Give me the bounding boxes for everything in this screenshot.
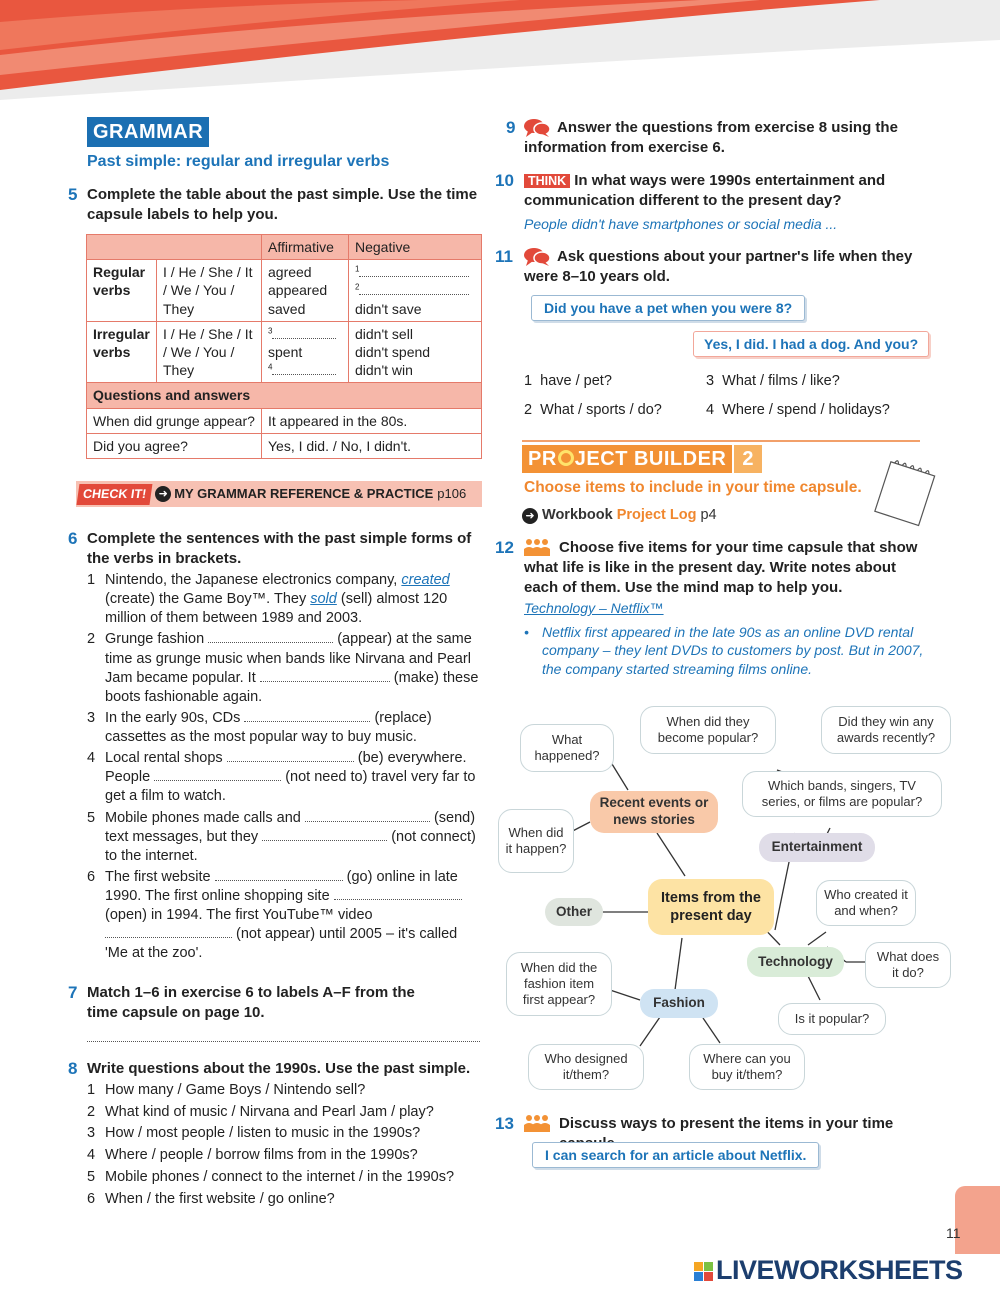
exercise-6-items <box>87 571 482 966</box>
group-icon <box>523 1114 551 1132</box>
blank-input[interactable] <box>305 810 430 822</box>
exercise-7-answer-line[interactable] <box>87 1040 480 1042</box>
exercise-11-instruction: Ask questions about your partner's life when they were 8–10 years old. <box>524 248 913 285</box>
project-builder-title: PR JECT BUILDER 2 <box>522 445 762 473</box>
exercise-6-instruction: Complete the sentences with the past simple forms of the verbs in brackets. <box>87 530 472 567</box>
check-it-page[interactable]: p106 <box>437 486 467 502</box>
exercise-12-number: 12 <box>495 538 514 557</box>
exercise-7-instruction: Match 1–6 in exercise 6 to labels A–F from the time capsule on page 10. <box>87 984 415 1021</box>
exercise-9-number: 9 <box>506 118 516 137</box>
dialogue-bubble-answer: Yes, I did. I had a dog. And you? <box>693 331 929 357</box>
mind-map-question-where-buy: Where can you buy it/them? <box>689 1044 805 1090</box>
questions-answers-label: Questions and answers <box>87 383 482 408</box>
list-item: 2 Grunge fashion (appear) at the same time as grunge music when bands like Nirvana and Pearl Jam became popular. It (make) these boots fashionable again. <box>87 631 479 705</box>
exercise-13-instruction: Discuss ways to present the items in your time <box>559 1115 894 1132</box>
think-badge: THINK <box>524 174 570 188</box>
mind-map-question-awards: Did they win any awards recently? <box>821 706 951 754</box>
project-number: 2 <box>734 445 761 473</box>
blank-input[interactable] <box>334 888 462 900</box>
exercise-10-example: People didn't have smartphones or social media ... <box>524 216 838 232</box>
exercise-10-number: 10 <box>495 171 514 190</box>
exercise-12-instruction: Choose five items for your time capsule that show what life is like in the present day. Write notes about each of them. Use the mind map to help you. <box>524 539 918 596</box>
exercise-11-prompt-1: 1 have / pet? <box>524 373 612 389</box>
mind-map-center: Items from the present day <box>648 879 774 935</box>
exercise-10-instruction: THINK In what ways were 1990s entertainment and communication different to the present day? <box>524 172 886 209</box>
corner-tab <box>955 1186 1000 1254</box>
note-bullet: • Netflix first appeared in the late 90s as an online DVD rental company – they lent DVDs to customers by post. But in 2007, the company started streaming films online. <box>524 624 924 677</box>
workbook-project-log[interactable]: ➜ Workbook Project Log p4 <box>522 506 717 525</box>
regular-negative: $^1$ $^2$ didn't save <box>349 260 482 322</box>
blank-input[interactable] <box>244 710 370 722</box>
project-subtitle: Choose items to include in your time capsule. <box>524 479 862 496</box>
blank-3[interactable] <box>272 327 336 339</box>
irregular-affirmative: $^3$ spent $^4$ <box>262 321 349 383</box>
exercise-11-number: 11 <box>495 247 513 266</box>
answer-created: created <box>401 572 450 588</box>
regular-subjects: I / He / She / It / We / You / They <box>157 260 262 322</box>
mind-map-entertainment: Entertainment <box>759 833 875 862</box>
irregular-negative: didn't sell didn't spend didn't win <box>349 321 482 383</box>
exercise-11-prompt-4: 4 Where / spend / holidays? <box>706 402 890 418</box>
qa-answer-1: It appeared in the 80s. <box>262 408 482 433</box>
blank-input[interactable] <box>208 631 333 643</box>
blank-input[interactable] <box>227 750 354 762</box>
exercise-11-prompt-3: 3 What / films / like? <box>706 373 840 389</box>
list-item: 3 How / most people / listen to music in the 1990s? <box>87 1125 421 1142</box>
mind-map-recent-events: Recent events or news stories <box>590 791 718 833</box>
list-item: 4 Where / people / borrow films from in the 1990s? <box>87 1147 418 1164</box>
arrow-icon: ➜ <box>155 486 171 502</box>
exercise-13-number: 13 <box>495 1114 514 1133</box>
blank-input[interactable] <box>260 670 390 682</box>
check-it-badge: CHECK IT! <box>77 484 153 505</box>
blank-input[interactable] <box>105 926 232 938</box>
exercise-8-number: 8 <box>68 1059 78 1078</box>
list-item: 3 In the early 90s, CDs (replace) cassettes as the most popular way to buy music. <box>87 709 432 745</box>
list-item: 2 What kind of music / Nirvana and Pearl Jam / play? <box>87 1103 434 1120</box>
page-number: 11 <box>946 1225 961 1241</box>
liveworksheets-watermark[interactable]: LIVEWORKSHEETS <box>694 1256 963 1286</box>
mind-map-question-who-created: Who created it and when? <box>816 880 916 926</box>
regular-affirmative: agreed appeared saved <box>262 260 349 322</box>
mind-map-fashion: Fashion <box>640 989 718 1018</box>
qa-question-1: When did grunge appear? <box>87 408 262 433</box>
table-header-negative: Negative <box>349 235 482 260</box>
list-item: 4 Local rental shops (be) everywhere. People (not need to) travel very far to get a film to watch. <box>87 750 476 805</box>
target-icon <box>558 450 574 466</box>
exercise-9-instruction: Answer the questions from exercise 8 using the information from exercise 6. <box>524 119 898 156</box>
list-item: 1 Nintendo, the Japanese electronics company, created (create) the Game Boy™. They sold (sell) almost 120 million of them between 1989 and 2003. <box>87 572 450 627</box>
grammar-table <box>86 234 482 459</box>
blank-2[interactable] <box>359 283 469 295</box>
blank-4[interactable] <box>272 363 336 375</box>
mind-map-question-fashion-when: When did the fashion item first appear? <box>506 952 612 1016</box>
project-rule <box>522 440 920 442</box>
note-heading: Technology – Netflix™ <box>524 600 664 616</box>
exercise-13-bubble: I can search for an article about Netflix. <box>532 1142 819 1168</box>
mind-map-question-when-popular: When did they become popular? <box>640 706 776 754</box>
irregular-subjects: I / He / She / It / We / You / They <box>157 321 262 383</box>
qa-question-2: Did you agree? <box>87 433 262 458</box>
exercise-8-items <box>87 1081 482 1211</box>
notepad-icon <box>870 458 942 528</box>
exercise-8-instruction: Write questions about the 1990s. Use the past simple. <box>87 1060 471 1077</box>
list-item: 1 How many / Game Boys / Nintendo sell? <box>87 1082 366 1098</box>
blank-1[interactable] <box>359 265 469 277</box>
list-item: 5 Mobile phones made calls and (send) text messages, but they (not connect) to the internet. <box>87 809 476 864</box>
list-item: 5 Mobile phones / connect to the internet / in the 1990s? <box>87 1168 455 1185</box>
blank-input[interactable] <box>215 869 343 881</box>
exercise-7-number: 7 <box>68 983 78 1002</box>
mind-map-question-what-does: What does it do? <box>865 942 951 988</box>
blank-input[interactable] <box>154 769 281 781</box>
list-item: 6 When / the first website / go online? <box>87 1190 335 1207</box>
liveworksheets-logo-icon <box>694 1262 713 1281</box>
blank-input[interactable] <box>262 829 387 841</box>
mind-map-question-what-happened: What happened? <box>520 724 614 772</box>
grammar-badge: GRAMMAR <box>87 117 209 147</box>
mind-map-technology: Technology <box>747 947 844 977</box>
mind-map-question-is-popular: Is it popular? <box>778 1003 886 1035</box>
check-it-text: MY GRAMMAR REFERENCE & PRACTICE <box>174 486 434 502</box>
exercise-6-number: 6 <box>68 529 78 548</box>
mind-map-question-bands: Which bands, singers, TV series, or films are popular? <box>742 771 942 817</box>
answer-sold: sold <box>310 591 337 608</box>
arrow-icon: ➜ <box>522 508 538 524</box>
table-header-affirmative: Affirmative <box>262 235 349 260</box>
dialogue-bubble-question: Did you have a pet when you were 8? <box>531 295 805 321</box>
header-swoosh <box>0 0 1000 120</box>
check-it-bar <box>76 481 482 507</box>
mind-map-question-when-happen: When did it happen? <box>498 809 574 873</box>
exercise-5-instruction: Complete the table about the past simple. Use the time capsule labels to help you. <box>87 186 478 223</box>
exercise-11-prompt-2: 2 What / sports / do? <box>524 402 662 418</box>
list-item: 6 The first website (go) online in late 1990. The first online shopping site (open) in 1994. The first YouTube™ video (not appear) until 2005 – it's called 'Me at the zoo'. <box>87 868 482 964</box>
irregular-verbs-label: Irregular verbs <box>87 321 157 383</box>
regular-verbs-label: Regular verbs <box>87 260 157 322</box>
mind-map-other: Other <box>545 898 603 926</box>
exercise-5-number: 5 <box>68 185 78 204</box>
qa-answer-2: Yes, I did. / No, I didn't. <box>262 433 482 458</box>
mind-map-question-who-designed: Who designed it/them? <box>528 1044 644 1090</box>
grammar-subtitle: Past simple: regular and irregular verbs <box>87 153 390 170</box>
